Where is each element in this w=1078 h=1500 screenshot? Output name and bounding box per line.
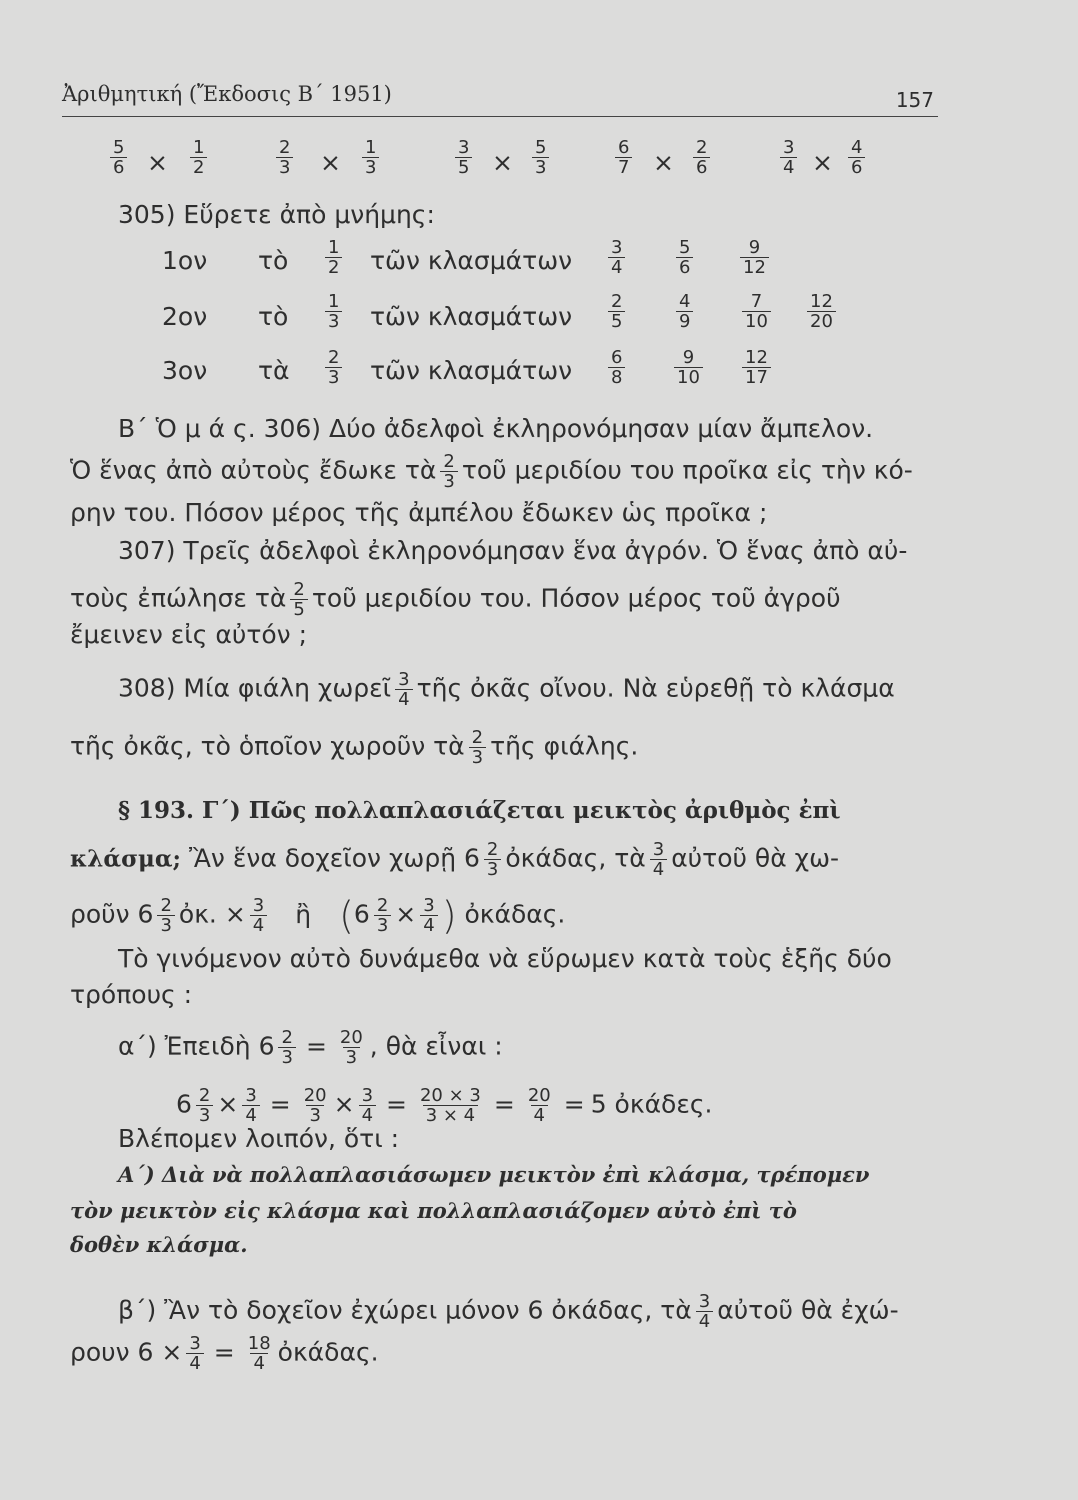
fraction: $\frac{5}{3}$: [532, 138, 549, 177]
fraction: $\frac{2}{3}$: [440, 452, 457, 491]
conclusion-intro: Βλέπομεν λοιπόν, ὅτι :: [118, 1124, 400, 1153]
fraction: $\frac{2}{3}$: [278, 1028, 295, 1067]
fraction: $\frac{2}{5}$: [608, 292, 625, 331]
fraction: $\frac{3}{4}$: [608, 238, 625, 277]
times-sign: ×: [492, 148, 513, 177]
fraction: $\frac{3}{4}$: [359, 1086, 376, 1125]
fraction: $\frac{3}{4}$: [420, 896, 437, 935]
fraction: $\frac{2}{3}$: [196, 1086, 213, 1125]
case-a-equation: 6 $\frac{2}{3}$ × $\frac{3}{4}$ = $\frac{20}{3}$ × $\frac{3}{4}$ = $\frac{20 \times 3}{3 \times 4}$ = $\frac{20}{4}$ = 5 ὀκάδες.: [176, 1085, 713, 1126]
fraction: $\frac{3}{4}$: [242, 1086, 259, 1125]
article: τὸ: [258, 246, 289, 275]
rule-a-line-2: τὸν μεικτὸν εἰς κλάσμα καὶ πολλαπλασιάζομεν αὐτὸ ἐπὶ τὸ: [70, 1198, 797, 1223]
fraction: $\frac{2}{3}$: [374, 896, 391, 935]
page-number: 157: [895, 88, 934, 112]
exercise-307-line-3: ἔμεινεν εἰς αὐτόν ;: [70, 620, 307, 649]
case-b-line-2: ρουν 6 × $\frac{3}{4}$ = $\frac{18}{4}$ ὀκάδας.: [70, 1333, 379, 1374]
times-sign: ×: [653, 148, 674, 177]
exercise-308-line-2: τῆς ὀκᾶς, τὸ ὁποῖον χωροῦν τὰ $\frac{2}{3}$ τῆς φιάλης.: [70, 727, 639, 768]
section-193-line-4: Τὸ γινόμενον αὐτὸ δυνάμεθα νὰ εὕρωμεν κατὰ τοὺς ἑξῆς δύο: [118, 944, 892, 973]
exercise-307-line-2: τοὺς ἐπώλησε τὰ $\frac{2}{5}$ τοῦ μεριδίου του. Πόσον μέρος τοῦ ἀγροῦ: [70, 579, 841, 620]
fraction: $\frac{4}{9}$: [676, 292, 693, 331]
case-b-line-1: β΄) Ἂν τὸ δοχεῖον ἐχώρει μόνον 6 ὀκάδας, τὰ $\frac{3}{4}$ αὐτοῦ θὰ ἐχώ-: [118, 1291, 899, 1332]
exercise-306-line-2: Ὁ ἕνας ἀπὸ αὐτοὺς ἔδωκε τὰ $\frac{2}{3}$ τοῦ μεριδίου του προῖκα εἰς τὴν κό-: [70, 451, 913, 492]
fraction: $\frac{1}{3}$: [325, 292, 342, 331]
fraction: $\frac{3}{4}$: [395, 670, 412, 709]
fraction: $\frac{20}{3}$: [303, 1085, 327, 1126]
fraction: $\frac{5}{6}$: [676, 238, 693, 277]
section-193-line-2: κλάσμα; Ἂν ἕνα δοχεῖον χωρῇ 6 $\frac{2}{3}$ ὀκάδας, τὰ $\frac{3}{4}$ αὐτοῦ θὰ χω-: [70, 839, 840, 880]
fraction: $\frac{7}{10}$: [742, 292, 771, 331]
fraction: $\frac{1}{2}$: [325, 238, 342, 277]
fraction: $\frac{3}{4}$: [780, 138, 797, 177]
exercise-305-heading: 305) Εὕρετε ἀπὸ μνήμης:: [118, 200, 435, 229]
fraction: $\frac{20}{4}$: [527, 1085, 551, 1126]
of-fractions-text: τῶν κλασμάτων: [370, 246, 573, 275]
times-sign: ×: [147, 148, 168, 177]
times-sign: ×: [320, 148, 341, 177]
section-193-line-3: ροῦν 6 $\frac{2}{3}$ ὀκ. × $\frac{3}{4}$ ἢ (6 $\frac{2}{3}$ × $\frac{3}{4}$ ) ὀκάδας.: [70, 893, 566, 938]
row-label-3: 3ον: [162, 356, 208, 385]
article: τὰ: [258, 356, 290, 385]
fraction: $\frac{9}{10}$: [674, 348, 703, 387]
exercise-307-line-1: 307) Τρεῖς ἀδελφοὶ ἐκληρονόμησαν ἕνα ἀγρόν. Ὁ ἕνας ἀπὸ αὐ-: [118, 536, 908, 565]
fraction: $\frac{2}{6}$: [693, 138, 710, 177]
section-193-line-5: τρόπους :: [70, 980, 193, 1009]
fraction: $\frac{18}{4}$: [247, 1333, 271, 1374]
case-a-line-1: α΄) Ἐπειδὴ 6 $\frac{2}{3}$ = $\frac{20}{3}$ , θὰ εἶναι :: [118, 1027, 503, 1068]
article: τὸ: [258, 302, 289, 331]
of-fractions-text: τῶν κλασμάτων: [370, 356, 573, 385]
header-title: Ἀριθμητική (Ἔκδοσις Β΄ 1951): [62, 82, 392, 106]
fraction: $\frac{20 \times 3}{3 \times 4}$: [419, 1085, 481, 1126]
fraction: $\frac{2}{3}$: [469, 728, 486, 767]
fraction: $\frac{20}{3}$: [339, 1027, 363, 1068]
running-header: [62, 80, 938, 117]
exercise-306-line-1: Β΄ Ὁ μ ά ς. 306) Δύο ἀδελφοὶ ἐκληρονόμησαν μίαν ἄμπελον.: [118, 414, 874, 443]
fraction: $\frac{4}{6}$: [848, 138, 865, 177]
fraction: $\frac{12}{17}$: [742, 348, 771, 387]
fraction: $\frac{2}{3}$: [276, 138, 293, 177]
times-sign: ×: [812, 148, 833, 177]
fraction: $\frac{2}{3}$: [484, 840, 501, 879]
fraction: $\frac{1}{2}$: [190, 138, 207, 177]
rule-a-line-3: δοθὲν κλάσμα.: [70, 1232, 248, 1257]
fraction: $\frac{2}{3}$: [325, 348, 342, 387]
fraction: $\frac{6}{8}$: [608, 348, 625, 387]
of-fractions-text: τῶν κλασμάτων: [370, 302, 573, 331]
fraction: $\frac{9}{12}$: [740, 238, 769, 277]
row-label-2: 2ον: [162, 302, 208, 331]
fraction: $\frac{3}{4}$: [650, 840, 667, 879]
fraction: $\frac{3}{4}$: [250, 896, 267, 935]
section-193-heading: § 193. Γ΄) Πῶς πολλαπλασιάζεται μεικτὸς ἀριθμὸς ἐπὶ: [118, 797, 841, 824]
exercise-308-line-1: 308) Μία φιάλη χωρεῖ $\frac{3}{4}$ τῆς ὀκᾶς οἴνου. Νὰ εὑρεθῇ τὸ κλάσμα: [118, 669, 895, 710]
fraction: $\frac{5}{6}$: [110, 138, 127, 177]
row-label-1: 1ον: [162, 246, 208, 275]
rule-a-line-1: Α΄) Διὰ νὰ πολλαπλασιάσωμεν μεικτὸν ἐπὶ κλάσμα, τρέπομεν: [118, 1162, 870, 1187]
fraction: $\frac{3}{5}$: [455, 138, 472, 177]
fraction: $\frac{3}{4}$: [186, 1334, 203, 1373]
fraction: $\frac{1}{3}$: [362, 138, 379, 177]
fraction: $\frac{6}{7}$: [615, 138, 632, 177]
fraction: $\frac{2}{5}$: [290, 580, 307, 619]
fraction: $\frac{3}{4}$: [696, 1292, 713, 1331]
fraction: $\frac{2}{3}$: [157, 896, 174, 935]
exercise-306-line-3: ρην του. Πόσον μέρος τῆς ἀμπέλου ἔδωκεν ὡς προῖκα ;: [70, 498, 768, 527]
fraction: $\frac{12}{20}$: [807, 292, 836, 331]
